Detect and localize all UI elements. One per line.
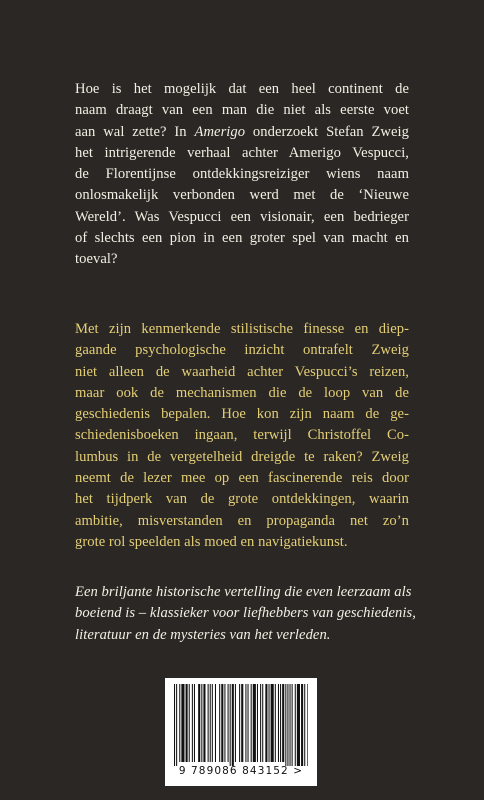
barcode-bar (181, 684, 184, 762)
blurb-line: Hoe is het mogelijk dat een heel continent de (75, 81, 409, 97)
barcode-bar (212, 684, 213, 762)
barcode-bar (232, 684, 234, 766)
barcode-bar (219, 684, 220, 762)
blurb-line: of slechts een pion in een groter spel van macht en (75, 230, 409, 247)
barcode-bar (257, 684, 258, 762)
barcode-bar (176, 684, 177, 766)
barcode-bar (292, 684, 293, 766)
barcode-bar (301, 684, 303, 766)
book-title-italic: Amerigo (194, 123, 246, 140)
blurb-line: schiedenisboeken ingaan, terwijl Christoffel Co- (75, 427, 409, 444)
blurb-line: geschiedenis bepalen. Hoe kon zijn naam de ge- (75, 406, 409, 423)
blurb-paragraph-1 (75, 79, 409, 271)
barcode-bar (228, 684, 229, 762)
blurb-line: Wereld’. Was Vespucci een visionair, een bedrieger (75, 208, 409, 225)
blurb-line: de Florentijnse ontdekkingsreiziger wiens naam (75, 166, 409, 183)
barcode-bar (253, 684, 256, 762)
text-run: onderzoekt Stefan Zweig (245, 123, 409, 140)
blurb-line: lumbus in de vergetelheid dreigde te raken? Zweig (75, 448, 409, 465)
blurb-line: het intrigerende verhaal achter Amerigo Vespucci, (75, 144, 409, 161)
text-run: aan wal zette? In (75, 123, 195, 140)
barcode-bar (239, 684, 240, 762)
barcode-bar (210, 684, 211, 762)
barcode-bar (262, 684, 263, 762)
barcode-bar (179, 684, 180, 762)
barcode-bar (285, 684, 286, 766)
barcode-bar (260, 684, 261, 762)
barcode-bar (278, 684, 279, 762)
barcode-bar (221, 684, 223, 762)
barcode-bar (245, 684, 246, 762)
isbn-number: 9 789086 843152 > (178, 765, 304, 777)
blurb-line (75, 122, 409, 143)
blurb-line: literatuur en de mysteries van het verleden. (75, 626, 331, 643)
barcode-bar (287, 684, 288, 766)
blurb-line: gaande psychologische inzicht ontrafelt Zweig (75, 342, 409, 359)
isbn-barcode (165, 678, 317, 786)
barcode-bar (282, 684, 284, 762)
blurb-line: toeval? (75, 251, 118, 268)
barcode-bar (269, 684, 270, 762)
barcode-bar (271, 684, 274, 762)
barcode-bar (297, 684, 300, 766)
blurb-line: niet alleen de waarheid achter Vespucci’s reizen, (75, 363, 409, 380)
blurb-line: Een briljante historische vertelling die even leerzaam als (75, 584, 412, 600)
blurb-line: neemt de lezer mee op een fascinerende reis door (75, 470, 409, 487)
barcode-bar (215, 684, 216, 762)
barcode-bar (208, 684, 209, 762)
barcode-bar (224, 684, 225, 762)
barcode-bar (203, 684, 205, 762)
barcode-bar (192, 684, 193, 762)
blurb-line: boeiend is – klassieker voor liefhebbers van geschiedenis, (75, 605, 416, 622)
blurb-line: Met zijn kenmerkende stilistische finesse en diep- (75, 321, 409, 337)
barcode-bar (307, 684, 308, 766)
barcode-bar (230, 684, 231, 766)
barcode-bar (304, 684, 305, 766)
barcode-bar (265, 684, 267, 762)
barcode-bar (241, 684, 243, 762)
blurb-line: maar ook de mechanismen die de loop van de (75, 384, 409, 401)
barcode-bar (275, 684, 276, 762)
barcode-bar (280, 684, 281, 762)
barcode-bar (201, 684, 202, 762)
blurb-line: het tijdperk van de grote ontdekkingen, waarin (75, 491, 409, 508)
barcode-bar (198, 684, 200, 762)
blurb-paragraph-2 (75, 319, 409, 553)
barcode-bar (251, 684, 252, 762)
barcode-bar (248, 684, 249, 762)
barcode-bar (186, 684, 188, 762)
blurb-line: ambitie, misverstanden en propaganda net zo’n (75, 512, 409, 529)
barcode-bar (235, 684, 236, 762)
barcode-bar (194, 684, 195, 762)
blurb-line: grote rol speelden als moed en navigatiekunst. (75, 533, 348, 550)
barcode-bar (174, 684, 175, 766)
barcode-bar (189, 684, 190, 762)
blurb-line: naam draagt van een man die niet als eerste voet (75, 102, 409, 119)
blurb-paragraph-3 (75, 582, 416, 646)
barcode-bar (290, 684, 291, 766)
blurb-line: onlosmakelijk verbonden werd met de ‘Nieuwe (75, 187, 409, 204)
barcode-bar (295, 684, 296, 766)
